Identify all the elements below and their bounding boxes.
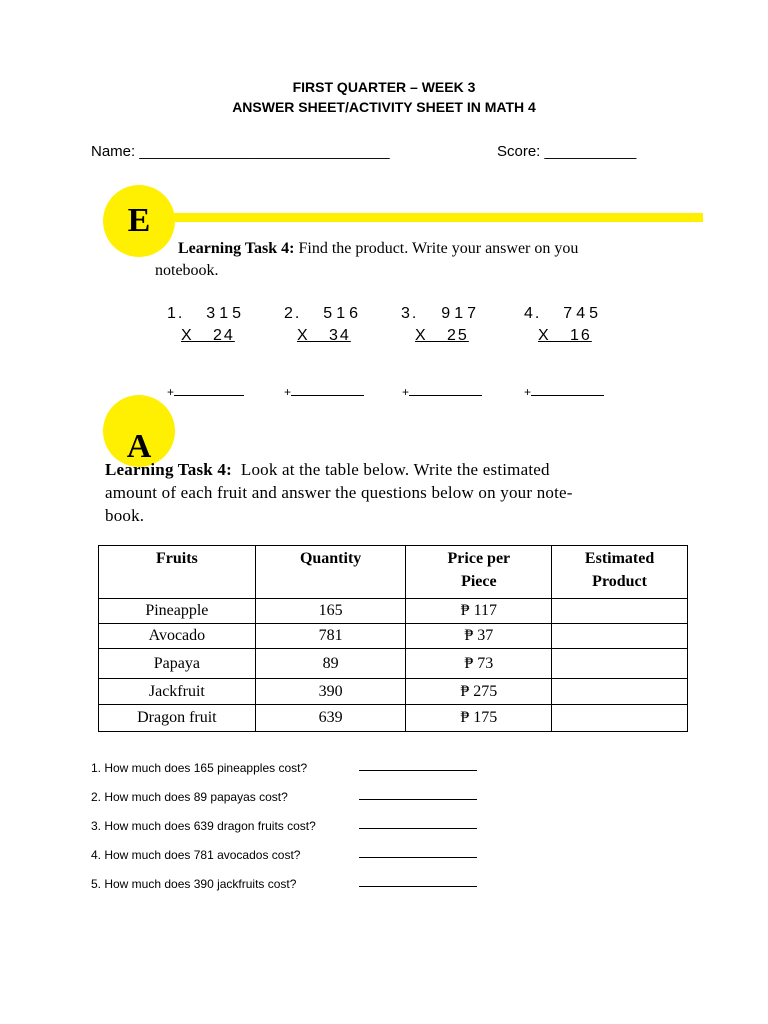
cell-fruit: Dragon fruit <box>99 705 256 732</box>
section-e-letter: E <box>127 202 151 239</box>
question-text: 3. How much does 639 dragon fruits cost? <box>91 819 316 833</box>
plus-sign: + <box>167 385 175 399</box>
task-a-line2: amount of each fruit and answer the questions below on your note- <box>105 483 573 502</box>
cell-fruit: Avocado <box>99 624 256 649</box>
task-a-label: Learning Task 4: <box>105 460 232 479</box>
cell-estimate[interactable] <box>552 679 688 705</box>
problem-2 <box>284 305 301 323</box>
problem-number: 1. <box>167 305 185 322</box>
problem-2-bottom: X 34 <box>297 327 351 344</box>
table-row <box>99 705 688 732</box>
cell-estimate[interactable] <box>552 599 688 624</box>
header-quantity: Quantity <box>255 546 406 599</box>
cell-price: ₱ 175 <box>406 705 552 732</box>
plus-sign: + <box>284 385 292 399</box>
answer-line-3 <box>402 385 482 399</box>
problem-3-top: 917 <box>441 305 480 322</box>
cell-fruit: Jackfruit <box>99 679 256 705</box>
cell-quantity: 165 <box>255 599 406 624</box>
question-text: 5. How much does 390 jackfruits cost? <box>91 877 297 891</box>
table-row <box>99 649 688 679</box>
worksheet-subtitle: ANSWER SHEET/ACTIVITY SHEET IN MATH 4 <box>232 99 536 115</box>
problem-4-bottom: X 16 <box>538 327 592 344</box>
table-row <box>99 679 688 705</box>
answer-blank[interactable] <box>359 828 477 829</box>
problem-number: 3. <box>401 305 419 322</box>
task-e-label: Learning Task 4: <box>178 240 295 257</box>
cell-price: ₱ 117 <box>406 599 552 624</box>
problem-4-top: 745 <box>563 305 602 322</box>
plus-sign: + <box>524 385 532 399</box>
question-text: 2. How much does 89 papayas cost? <box>91 790 288 804</box>
task-e-text: Find the product. Write your answer on you <box>294 240 579 257</box>
problem-1 <box>167 305 184 323</box>
header-price: Price per Piece <box>406 546 552 599</box>
section-a-letter: A <box>126 428 152 465</box>
cell-quantity: 390 <box>255 679 406 705</box>
task-e-instruction-cont: notebook. <box>155 262 219 279</box>
question-4 <box>91 848 491 864</box>
table-row <box>99 599 688 624</box>
cell-estimate[interactable] <box>552 705 688 732</box>
task-a-line3: book. <box>105 506 145 525</box>
question-1 <box>91 761 491 777</box>
cell-price: ₱ 37 <box>406 624 552 649</box>
header-estimated: Estimated Product <box>552 546 688 599</box>
worksheet-title: FIRST QUARTER – WEEK 3 <box>292 79 476 95</box>
question-text: 1. How much does 165 pineapples cost? <box>91 761 308 775</box>
problem-2-top: 516 <box>323 305 362 322</box>
cell-quantity: 89 <box>255 649 406 679</box>
answer-line-1 <box>167 385 244 399</box>
problem-number: 4. <box>524 305 542 322</box>
question-3 <box>91 819 491 835</box>
cell-price: ₱ 73 <box>406 649 552 679</box>
score-field: Score: ___________ <box>497 143 637 160</box>
section-a-badge <box>103 395 175 465</box>
question-text: 4. How much does 781 avocados cost? <box>91 848 301 862</box>
cell-estimate[interactable] <box>552 624 688 649</box>
name-field: Name: ______________________________ <box>91 143 390 160</box>
table-header-row <box>99 546 688 599</box>
answer-blank[interactable] <box>359 799 477 800</box>
problem-4 <box>524 305 541 323</box>
cell-quantity: 781 <box>255 624 406 649</box>
answer-blank[interactable] <box>359 857 477 858</box>
problem-3 <box>401 305 418 323</box>
task-a-instruction <box>105 458 550 481</box>
answer-line-2 <box>284 385 364 399</box>
problem-1-top: 315 <box>206 305 245 322</box>
cell-fruit: Papaya <box>99 649 256 679</box>
fruit-table <box>98 545 688 732</box>
problem-1-bottom: X 24 <box>181 327 235 344</box>
plus-sign: + <box>402 385 410 399</box>
header-fruits: Fruits <box>99 546 256 599</box>
problem-3-bottom: X 25 <box>415 327 469 344</box>
question-5 <box>91 877 491 893</box>
cell-price: ₱ 275 <box>406 679 552 705</box>
cell-estimate[interactable] <box>552 649 688 679</box>
answer-line-4 <box>524 385 604 399</box>
table-row <box>99 624 688 649</box>
task-a-line1: Look at the table below. Write the estimated <box>240 460 550 479</box>
question-2 <box>91 790 491 806</box>
task-e-instruction <box>178 238 578 260</box>
answer-blank[interactable] <box>359 886 477 887</box>
section-e-bar <box>172 213 703 222</box>
cell-quantity: 639 <box>255 705 406 732</box>
problem-number: 2. <box>284 305 302 322</box>
answer-blank[interactable] <box>359 770 477 771</box>
section-e-badge <box>103 185 175 257</box>
cell-fruit: Pineapple <box>99 599 256 624</box>
